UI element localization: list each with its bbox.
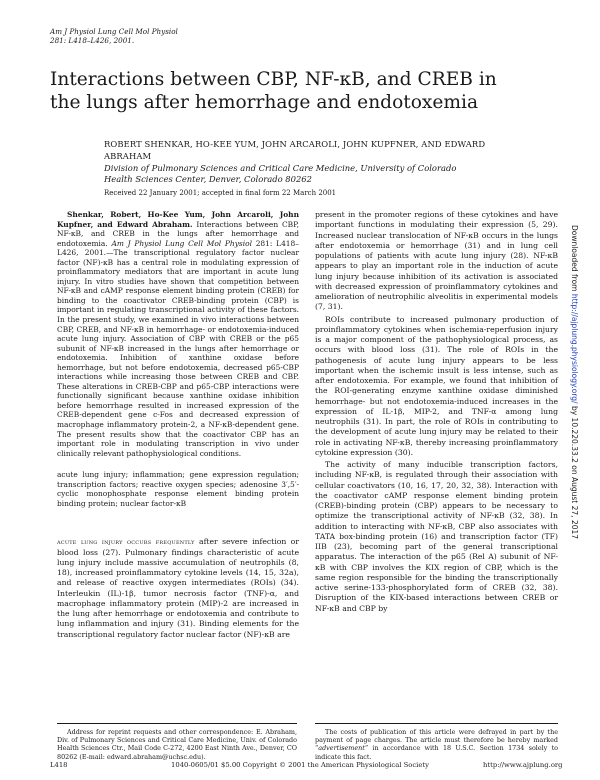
keywords: acute lung injury; inflammation; gene expression regulation; transcription factors; reactive oxygen species; adenosine 3′,5′-cyclic monophosphate response element binding protein binding protein; nuclear factor-κB: [57, 470, 299, 508]
watermark-link[interactable]: http://ajplung.physiology.org/: [570, 293, 579, 404]
journal-citation: [50, 27, 178, 45]
intro-paragraph: [57, 537, 299, 640]
cost-note-end: ” in accordance with 18 U.S.C. Section 1734 solely to indicate this fact.: [315, 744, 558, 761]
abstract-authors: Shenkar, Robert, Ho-Kee Yum, John Arcaroli, John Kupfner, and Edward Abraham.: [57, 210, 299, 229]
abstract-title: Interactions between CBP, NF-κB, and CREB in the lungs after hemorrhage and endotoxemia.: [57, 219, 299, 248]
intro-text: after severe infection or blood loss (27). Pulmonary findings characteristic of acute lung injury include massive accumulation of neutrophils (8, 18), increased proinflammatory cytokine levels (14, 15, 32a), and release of reactive oxygen intermediates (ROIs) (34). Interleukin (IL)-1β, tumor necrosis factor (TNF)-α, and macrophage inflammatory protein (MIP)-2 are increased in the lung after hemorrhage or endotoxemia and contribute to lung inflammation and injury (31). Binding elements for the transcriptional regulatory factor nuclear factor (NF)-κB are: [57, 537, 299, 639]
footnote-divider-right: [315, 723, 558, 724]
received-dates: Received 22 January 2001; accepted in final form 22 March 2001: [104, 189, 337, 197]
abstract-body: 281: L418–L426, 2001.—The transcriptional regulatory factor nuclear factor (NF)-κB has a central role in modulating expression of proinflammatory mediators that are important in acute lung injury. In vitro studies have shown that competition between NF-κB and cAMP response element binding protein (CREB) for binding to the coactivator CREB-binding protein (CBP) is important in regulating transcriptional activity of these factors. In the present study, we examined in vivo interactions between CBP, CREB, and NF-κB in hemorrhage- or endotoxemia-induced acute lung injury. Association of CBP with CREB or the p65 subunit of NF-κB increased in the lungs after hemorrhage or endotoxemia. Inhibition of xanthine oxidase before hemorrhage, but not before endotoxemia, decreased p65-CBP interactions while increasing those between CREB and CBP. These alterations in CREB-CBP and p65-CBP interactions were functionally significant because xanthine oxidase inhibition before hemorrhage resulted in increased expression of the CREB-dependent gene c-Fos and decreased expression of macrophage inflammatory protein-2, a NF-κB-dependent gene. The present results show that the coactivator CBP has an important role in modulating transcription in vivo under clinically relevant pathophysiological conditions.: [57, 238, 299, 458]
article-title: Interactions between CBP, NF-κB, and CREB in the lungs after hemorrhage and endotoxemia: [50, 69, 497, 113]
watermark-suffix: by 10.220.33.2 on August 27, 2017: [570, 403, 579, 540]
abstract: [57, 210, 299, 458]
body-paragraph-3: The activity of many inducible transcription factors, including NF-κB, is regulated through their association with cellular coactivators (10, 16, 17, 20, 32, 38). Interaction with the coactivator cAMP response element binding protein (CREB)-binding protein (CBP) appears to be necessary to optimize the transcriptional activity of NF-κB (32, 38). In addition to interacting with NF-κB, CBP also associates with TATA box-binding protein (16) and transcription factor (TF) IIB (23), becoming part of the general transcriptional apparatus. The interaction of the p65 (Rel A) subunit of NF-κB with CBP involves the KIX region of CBP, which is the same region responsible for the binding the transcriptionally active serine-133-phosphorylated form of CREB (32, 38). Disruption of the KIX-based interactions between CREB or NF-κB and CBP by: [315, 460, 558, 613]
publication-cost-footnote: [315, 728, 558, 761]
correspondence-footnote: Address for reprint requests and other correspondence: E. Abraham, Div. of Pulmonary Sciences and Critical Care Medicine, Univ. of Colorado Health Sciences Ctr., Mail Code C-272, 4200 East Ninth Ave., Denver, CO 80262 (E-mail: edward.abraham@uchsc.edu).: [57, 728, 297, 761]
download-watermark: [570, 225, 579, 725]
journal-volume: 281: L418–L426, 2001.: [50, 36, 135, 45]
cost-note-start: The costs of publication of this article were defrayed in part by the payment of page charges. The article must therefore be hereby marked “: [315, 728, 558, 753]
affiliation: Division of Pulmonary Sciences and Critical Care Medicine, University of Colorado Health Sciences Center, Denver, Colorado 80262: [104, 163, 457, 185]
footnote-divider-left: [57, 723, 297, 724]
journal-url[interactable]: http://www.ajplung.org: [483, 761, 563, 769]
author-list: ROBERT SHENKAR, HO-KEE YUM, JOHN ARCAROLI, JOHN KUPFNER, AND EDWARD ABRAHAM: [104, 139, 486, 161]
cost-note-emphasis: advertisement: [318, 744, 365, 753]
body-paragraph-1: present in the promoter regions of these cytokines and have important functions in modulating their expression (5, 29). Increased nuclear translocation of NF-κB occurs in the lungs after endotoxemia or hemorrhage (31) and in lung cell populations of patients with acute lung injury (28). NF-κB appears to play an important role in the induction of acute lung injury because inhibition of its activation is associated with decreased expression of proinflammatory cytokines and amelioration of neutrophilic alveolitis in experimental models (7, 31).: [315, 210, 558, 312]
body-paragraph-2: ROIs contribute to increased pulmonary production of proinflammatory cytokines when ischemia-reperfusion injury is a major component of the pathophysiological process, as occurs with blood loss (31). The role of ROIs in the pathogenesis of acute lung injury appears to be less important when the ischemic insult is less intense, such as after endotoxemia. For example, we found that inhibition of the ROI-generating enzyme xanthine oxidase diminished hemorrhage- but not endotoxemia-induced increases in the expression of IL-1β, MIP-2, and TNF-α among lung neutrophils (31). In part, the role of ROIs in contributing to the development of acute lung injury may be related to their role in activating NF-κB, thereby increasing proinflammatory cytokine expression (30).: [315, 314, 558, 457]
right-column: [315, 210, 558, 614]
journal-name: Am J Physiol Lung Cell Mol Physiol: [50, 27, 178, 36]
page-number: L418: [50, 761, 68, 769]
copyright-line: 1040-0605/01 $5.00 Copyright © 2001 the American Physiological Society: [171, 761, 429, 769]
left-column: [57, 210, 299, 640]
watermark-prefix: Downloaded from: [570, 225, 579, 294]
abstract-journal: Am J Physiol Lung Cell Mol Physiol: [111, 238, 252, 248]
intro-lead: acute lung injury occurs frequently: [57, 537, 195, 547]
